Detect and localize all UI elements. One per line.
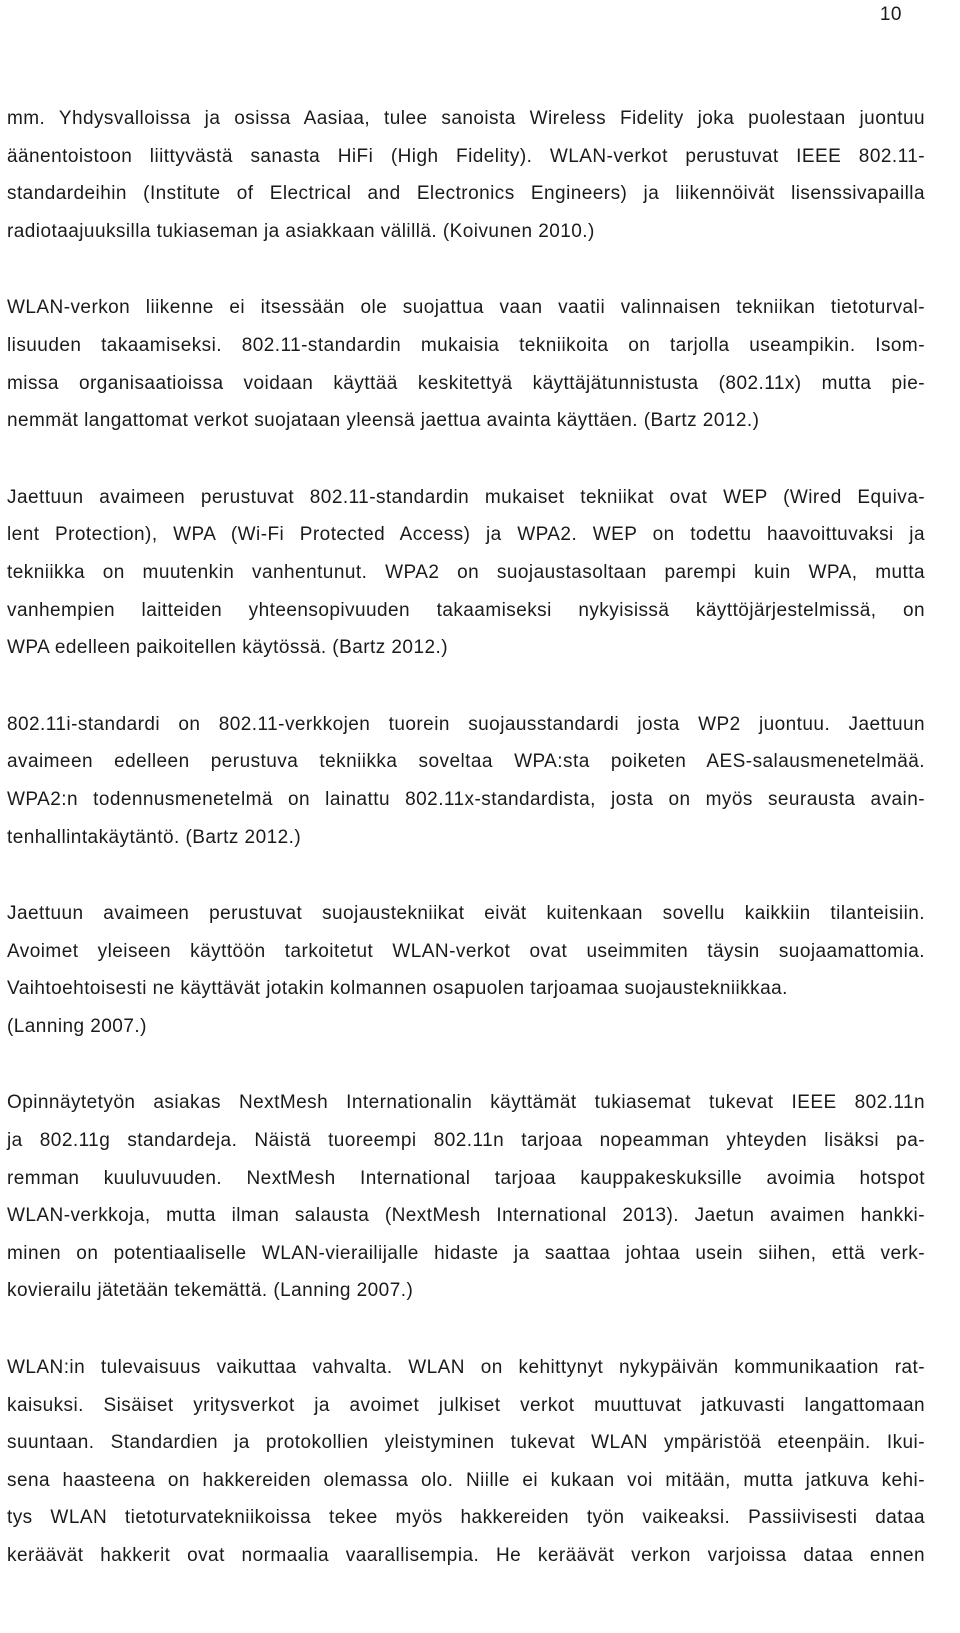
text-line: standardeihin (Institute of Electrical and Electronics Engineers) ja liikennöivät lisenssivapailla xyxy=(7,183,925,205)
text-line: keräävät hakkerit ovat normaalia vaarallisempia. He keräävät verkon varjoissa dataa ennen xyxy=(7,1545,925,1566)
paragraph-80211i xyxy=(7,706,925,856)
text-line: kaisuksi. Sisäiset yritysverkot ja avoimet julkiset verkot muuttuvat jatkuvasti langattomaan xyxy=(7,1394,925,1416)
paragraph-shared-key xyxy=(7,479,925,667)
text-line: Opinnäytetyön asiakas NextMesh Internationalin käyttämät tukiasemat tukevat IEEE 802.11n xyxy=(7,1092,925,1114)
text-line: remman kuuluvuuden. NextMesh International tarjoaa kauppakeskuksille avoimia hotspot xyxy=(7,1167,925,1189)
paragraph-wlan-origin xyxy=(7,100,925,250)
text-line: Vaihtoehtoisesti ne käyttävät jotakin kolmannen osapuolen tarjoamaa suojaustekniikkaa. xyxy=(7,978,788,1000)
text-line: avaimeen edelleen perustuva tekniikka soveltaa WPA:sta poiketen AES-salausmenetelmää. xyxy=(7,751,925,773)
text-line: sena haasteena on hakkereiden olemassa olo. Niille ei kukaan voi mitään, mutta jatkuva kehi- xyxy=(7,1469,925,1491)
text-line: WLAN:in tulevaisuus vaikuttaa vahvalta. WLAN on kehittynyt nykypäivän kommunikaation rat- xyxy=(7,1357,925,1379)
text-line: WPA2:n todennusmenetelmä on lainattu 802.11x-standardista, josta on myös seurausta avain- xyxy=(7,788,925,810)
paragraph-wlan-future xyxy=(7,1349,925,1575)
text-line: mm. Yhdysvalloissa ja osissa Aasiaa, tulee sanoista Wireless Fidelity joka puolestaan juontuu xyxy=(7,108,925,129)
text-line: vanhempien laitteiden yhteensopivuuden takaamiseksi nykyisissä käyttöjärjestelmissä, on xyxy=(7,599,925,621)
text-line: tenhallintakäytäntö. (Bartz 2012.) xyxy=(7,826,302,848)
text-line: suuntaan. Standardien ja protokollien yleistyminen tukevat WLAN ympäristöä eteenpäin. Ikui- xyxy=(7,1432,925,1454)
paragraph-nextmesh xyxy=(7,1084,925,1310)
text-line: 802.11i-standardi on 802.11-verkkojen tuorein suojausstandardi josta WP2 juontuu. Jaettuun xyxy=(7,713,925,735)
text-line: lent Protection), WPA (Wi-Fi Protected Access) ja WPA2. WEP on todettu haavoittuvaksi ja xyxy=(7,524,925,546)
paragraph-wlan-security xyxy=(7,289,925,439)
text-line: radiotaajuuksilla tukiaseman ja asiakkaan välillä. (Koivunen 2010.) xyxy=(7,220,595,242)
text-line: äänentoistoon liittyvästä sanasta HiFi (High Fidelity). WLAN-verkot perustuvat IEEE 802.11- xyxy=(7,145,925,167)
text-line: ja 802.11g standardeja. Näistä tuoreempi 802.11n tarjoaa nopeamman yhteyden lisäksi pa- xyxy=(7,1130,925,1152)
text-line: WLAN-verkon liikenne ei itsessään ole suojattua vaan vaatii valinnaisen tekniikan tietoturval- xyxy=(7,297,925,319)
text-line: missa organisaatioissa voidaan käyttää keskitettyä käyttäjätunnistusta (802.11x) mutta pie- xyxy=(7,372,925,394)
text-line: minen on potentiaaliselle WLAN-vierailijalle hidaste ja saattaa johtaa usein siihen, että verk- xyxy=(7,1242,925,1264)
text-line: Avoimet yleiseen käyttöön tarkoitetut WLAN-verkot ovat useimmiten täysin suojaamattomia. xyxy=(7,940,925,962)
text-line: tys WLAN tietoturvatekniikoissa tekee myös hakkereiden työn vaikeaksi. Passiivisesti dataa xyxy=(7,1507,925,1529)
text-line: Jaettuun avaimeen perustuvat suojaustekniikat eivät kuitenkaan sovellu kaikkiin tilanteisiin. xyxy=(7,903,925,925)
text-line: lisuuden takaamiseksi. 802.11-standardin mukaisia tekniikoita on tarjolla useampikin. Isom- xyxy=(7,334,925,356)
text-line: kovierailu jätetään tekemättä. (Lanning 2007.) xyxy=(7,1280,414,1302)
text-line: WPA edelleen paikoitellen käytössä. (Bartz 2012.) xyxy=(7,637,448,659)
text-line: tekniikka on muutenkin vanhentunut. WPA2 on suojaustasoltaan parempi kuin WPA, mutta xyxy=(7,561,925,583)
text-line: nemmät langattomat verkot suojataan yleensä jaettua avainta käyttäen. (Bartz 2012.) xyxy=(7,410,760,432)
text-line: (Lanning 2007.) xyxy=(7,1015,147,1037)
document-body xyxy=(7,100,925,1614)
text-line: Jaettuun avaimeen perustuvat 802.11-standardin mukaiset tekniikat ovat WEP (Wired Equiva- xyxy=(7,486,925,508)
paragraph-open-networks xyxy=(7,895,925,1045)
text-line: WLAN-verkkoja, mutta ilman salausta (NextMesh International 2013). Jaetun avaimen hankki- xyxy=(7,1205,925,1227)
page-number: 10 xyxy=(879,4,902,25)
